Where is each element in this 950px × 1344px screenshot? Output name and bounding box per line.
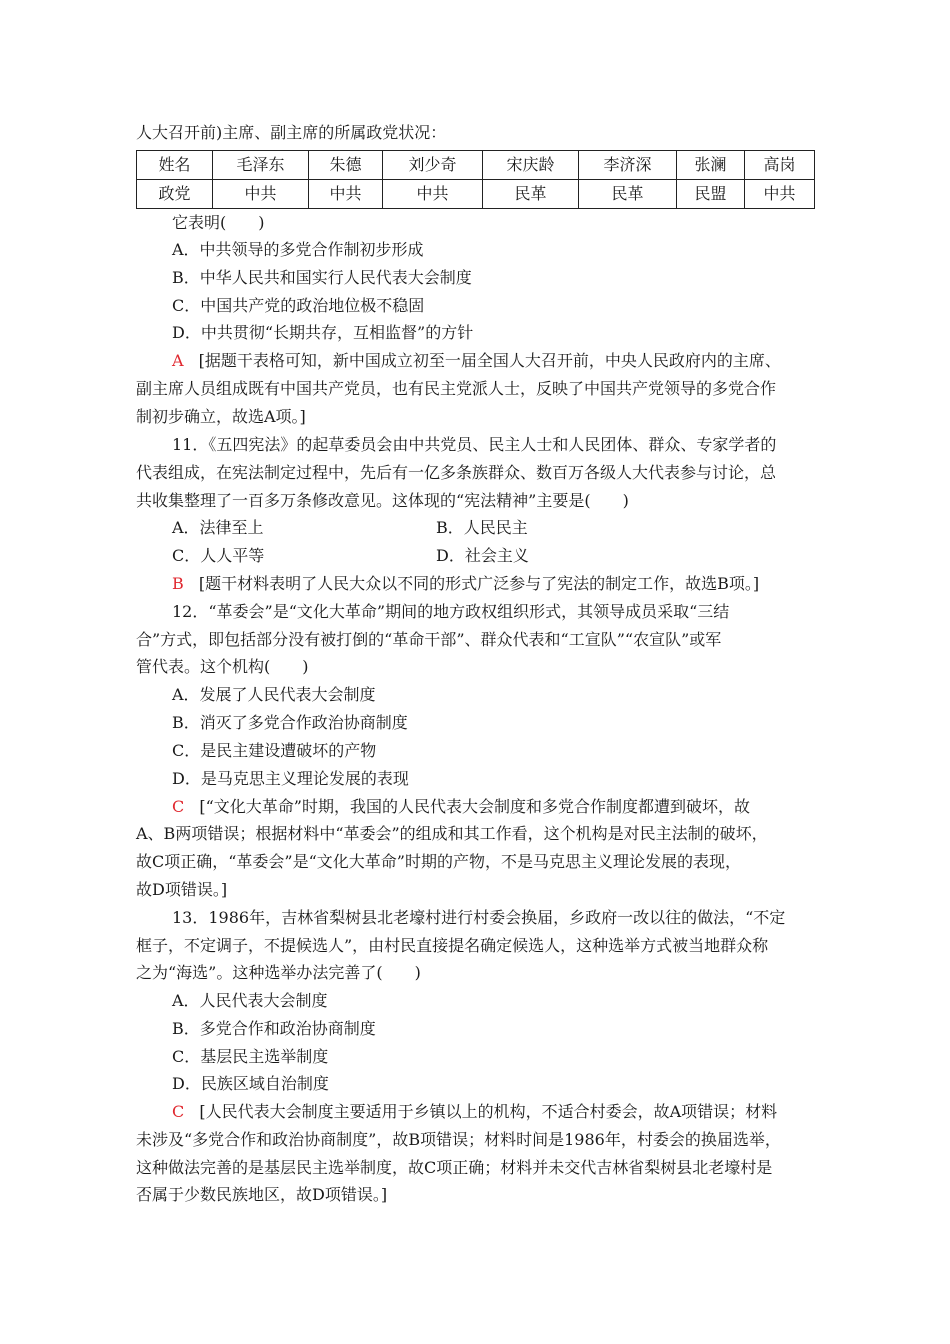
table-cell: 宋庆龄 [483, 151, 579, 180]
table-header-cell: 政党 [137, 180, 213, 209]
q13-explanation: [人民代表大会制度主要适用于乡镇以上的机构，不适合村委会，故A项错误；材料 [199, 1102, 778, 1121]
table-row [137, 151, 815, 180]
q10-option-a: A．中共领导的多党合作制初步形成 [172, 240, 424, 259]
q12-stem: 管代表。这个机构( ) [136, 657, 309, 676]
q10-stem: 它表明( ) [172, 213, 265, 232]
q12-explanation: 故D项错误。] [136, 880, 228, 899]
table-header-cell: 姓名 [137, 151, 213, 180]
table-cell: 民革 [483, 180, 579, 209]
q13-explanation: 这种做法完善的是基层民主选举制度，故C项正确；材料并未交代吉林省梨树县北老壕村是 [136, 1158, 773, 1177]
q11-stem: 代表组成，在宪法制定过程中，先后有一亿多条族群众、数百万各级人大代表参与讨论，总 [136, 463, 777, 482]
q12-answer-line [172, 796, 750, 818]
q10-option-c: C．中国共产党的政治地位极不稳固 [172, 296, 425, 315]
party-table [136, 150, 815, 209]
q10-explanation: 副主席人员组成既有中国共产党员，也有民主党派人士，反映了中国共产党领导的多党合作 [136, 379, 777, 398]
table-cell: 高岗 [745, 151, 815, 180]
q12-explanation: 故C项正确，“革委会”是“文化大革命”时期的产物，不是马克思主义理论发展的表现， [136, 852, 741, 871]
q13-stem: 之为“海选”。这种选举办法完善了( ) [136, 963, 421, 982]
q10-option-d: D．中共贯彻“长期共存，互相监督”的方针 [172, 323, 474, 342]
q13-option-d: D．民族区域自治制度 [172, 1074, 329, 1093]
q12-option-b: B．消灭了多党合作政治协商制度 [172, 713, 408, 732]
q11-stem: 11．《五四宪法》的起草委员会由中共党员、民主人士和人民团体、群众、专家学者的 [172, 435, 777, 454]
q11-option-a: A．法律至上 [172, 518, 264, 537]
q13-stem: 13．1986年，吉林省梨树县北老壕村进行村委会换届，乡政府一改以往的做法，“不定 [172, 908, 786, 927]
q12-stem: 12．“革委会”是“文化大革命”期间的地方政权组织形式，其领导成员采取“三结 [172, 602, 730, 621]
q11-option-d: D．社会主义 [436, 546, 529, 565]
table-cell: 张澜 [677, 151, 745, 180]
table-cell: 民革 [579, 180, 677, 209]
q10-answer: A [172, 351, 184, 370]
q10-explanation: [据题干表格可知，新中国成立初至一届全国人大召开前，中央人民政府内的主席、 [198, 351, 781, 370]
table-cell: 李济深 [579, 151, 677, 180]
q12-option-c: C．是民主建设遭破坏的产物 [172, 741, 377, 760]
q13-option-a: A．人民代表大会制度 [172, 991, 328, 1010]
q12-option-a: A．发展了人民代表大会制度 [172, 685, 376, 704]
table-intro: 人大召开前)主席、副主席的所属政党状况： [136, 123, 447, 142]
q10-explanation: 制初步确立，故选A项。] [136, 407, 306, 426]
q13-option-c: C．基层民主选举制度 [172, 1047, 329, 1066]
q11-stem: 共收集整理了一百多万条修改意见。这体现的“宪法精神”主要是( ) [136, 491, 629, 510]
q12-explanation: [“文化大革命”时期，我国的人民代表大会制度和多党合作制度都遭到破坏，故 [199, 797, 750, 816]
q13-explanation: 未涉及“多党合作和政治协商制度”，故B项错误；材料时间是1986年，村委会的换届选举， [136, 1130, 781, 1149]
table-cell: 中共 [309, 180, 383, 209]
table-cell: 中共 [745, 180, 815, 209]
q11-answer-line [172, 573, 759, 595]
q11-answer: B [172, 574, 184, 593]
table-row [137, 180, 815, 209]
q13-stem: 框子，不定调子，不提候选人”，由村民直接提名确定候选人，这种选举方式被当地群众称 [136, 936, 769, 955]
table-cell: 中共 [383, 180, 483, 209]
q13-answer-line [172, 1101, 777, 1123]
q12-stem: 合”方式，即包括部分没有被打倒的“革命干部”、群众代表和“工宣队”“农宣队”或军 [136, 630, 722, 649]
table-cell: 朱德 [309, 151, 383, 180]
table-cell: 民盟 [677, 180, 745, 209]
table-cell: 中共 [213, 180, 309, 209]
q13-explanation: 否属于少数民族地区，故D项错误。] [136, 1185, 388, 1204]
q11-option-b: B．人民民主 [436, 518, 528, 537]
q10-answer-line [172, 350, 781, 372]
table-cell: 刘少奇 [383, 151, 483, 180]
q11-option-c: C．人人平等 [172, 546, 265, 565]
q13-option-b: B．多党合作和政治协商制度 [172, 1019, 376, 1038]
q12-option-d: D．是马克思主义理论发展的表现 [172, 769, 409, 788]
q10-option-b: B．中华人民共和国实行人民代表大会制度 [172, 268, 472, 287]
q11-explanation: [题干材料表明了人民大众以不同的形式广泛参与了宪法的制定工作，故选B项。] [198, 574, 760, 593]
table-cell: 毛泽东 [213, 151, 309, 180]
q12-answer: C [172, 797, 185, 816]
q12-explanation: A、B两项错误；根据材料中“革委会”的组成和其工作看，这个机构是对民主法制的破坏， [136, 824, 768, 843]
q13-answer: C [172, 1102, 185, 1121]
